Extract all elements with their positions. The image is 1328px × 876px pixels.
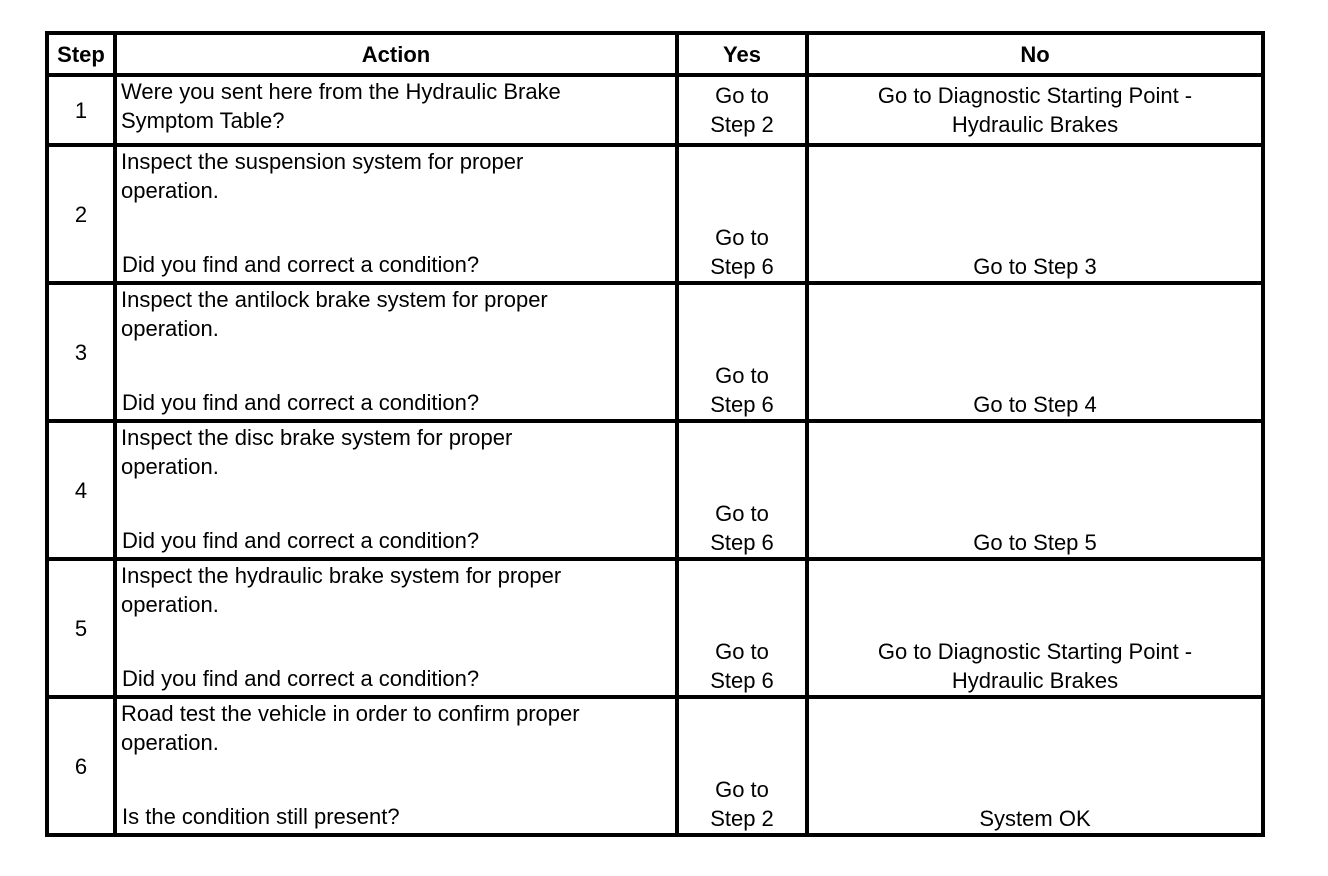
no-text: Go to Diagnostic Starting Point - [877, 83, 1193, 108]
no-cell [807, 697, 1263, 835]
header-no: No [807, 33, 1263, 75]
action-cell [115, 421, 677, 559]
yes-text: Go to [715, 225, 769, 250]
action-cell [115, 145, 677, 283]
step-number: 3 [47, 283, 115, 421]
yes-cell [677, 283, 807, 421]
yes-cell [677, 421, 807, 559]
yes-text: Go to [715, 501, 769, 526]
step-number: 2 [47, 145, 115, 283]
table-row [47, 421, 1263, 559]
action-text: Inspect the antilock brake system for proper [121, 287, 548, 312]
yes-cell [677, 559, 807, 697]
yes-text: Step 2 [710, 806, 774, 831]
action-text: operation. [121, 454, 219, 479]
action-text: Were you sent here from the Hydraulic Brake [121, 79, 561, 104]
yes-text: Step 6 [710, 392, 774, 417]
yes-text: Step 6 [710, 530, 774, 555]
yes-text: Step 6 [710, 254, 774, 279]
yes-cell [677, 75, 807, 145]
no-text: Hydraulic Brakes [951, 112, 1119, 137]
action-text: Inspect the disc brake system for proper [121, 425, 513, 450]
no-text: Go to Step 5 [973, 530, 1097, 555]
diagnostic-table [45, 31, 1265, 837]
no-cell [807, 75, 1263, 145]
yes-text: Go to [715, 777, 769, 802]
action-cell [115, 697, 677, 835]
action-text: Inspect the hydraulic brake system for proper [121, 563, 562, 588]
action-cell [115, 283, 677, 421]
action-text: Inspect the suspension system for proper [121, 149, 524, 174]
step-number: 1 [47, 75, 115, 145]
no-cell [807, 421, 1263, 559]
action-text: Road test the vehicle in order to confirm proper [121, 701, 580, 726]
yes-text: Go to [715, 363, 769, 388]
yes-text: Go to [715, 83, 769, 108]
action-text: operation. [121, 316, 219, 341]
action-question: Is the condition still present? [122, 804, 400, 829]
table-row [47, 283, 1263, 421]
action-cell [115, 75, 677, 145]
header-action: Action [115, 33, 677, 75]
step-number: 5 [47, 559, 115, 697]
no-text: Go to Step 4 [973, 392, 1097, 417]
action-question: Did you find and correct a condition? [122, 528, 480, 553]
action-text: operation. [121, 592, 219, 617]
yes-cell [677, 697, 807, 835]
action-question: Did you find and correct a condition? [122, 252, 480, 277]
no-text: Hydraulic Brakes [951, 668, 1119, 693]
action-text: Symptom Table? [121, 108, 285, 133]
table-row [47, 145, 1263, 283]
no-text: System OK [979, 806, 1091, 831]
table-row [47, 559, 1263, 697]
action-text: operation. [121, 730, 219, 755]
no-cell [807, 283, 1263, 421]
action-text: operation. [121, 178, 219, 203]
table-row [47, 75, 1263, 145]
yes-text: Step 2 [710, 112, 774, 137]
no-text: Go to Step 3 [973, 254, 1097, 279]
no-cell [807, 559, 1263, 697]
step-number: 6 [47, 697, 115, 835]
action-question: Did you find and correct a condition? [122, 390, 480, 415]
header-step: Step [47, 33, 115, 75]
header-row [47, 33, 1263, 75]
no-cell [807, 145, 1263, 283]
no-text: Go to Diagnostic Starting Point - [877, 639, 1193, 664]
yes-text: Go to [715, 639, 769, 664]
yes-cell [677, 145, 807, 283]
yes-text: Step 6 [710, 668, 774, 693]
table-row [47, 697, 1263, 835]
action-cell [115, 559, 677, 697]
action-question: Did you find and correct a condition? [122, 666, 480, 691]
header-yes: Yes [677, 33, 807, 75]
step-number: 4 [47, 421, 115, 559]
